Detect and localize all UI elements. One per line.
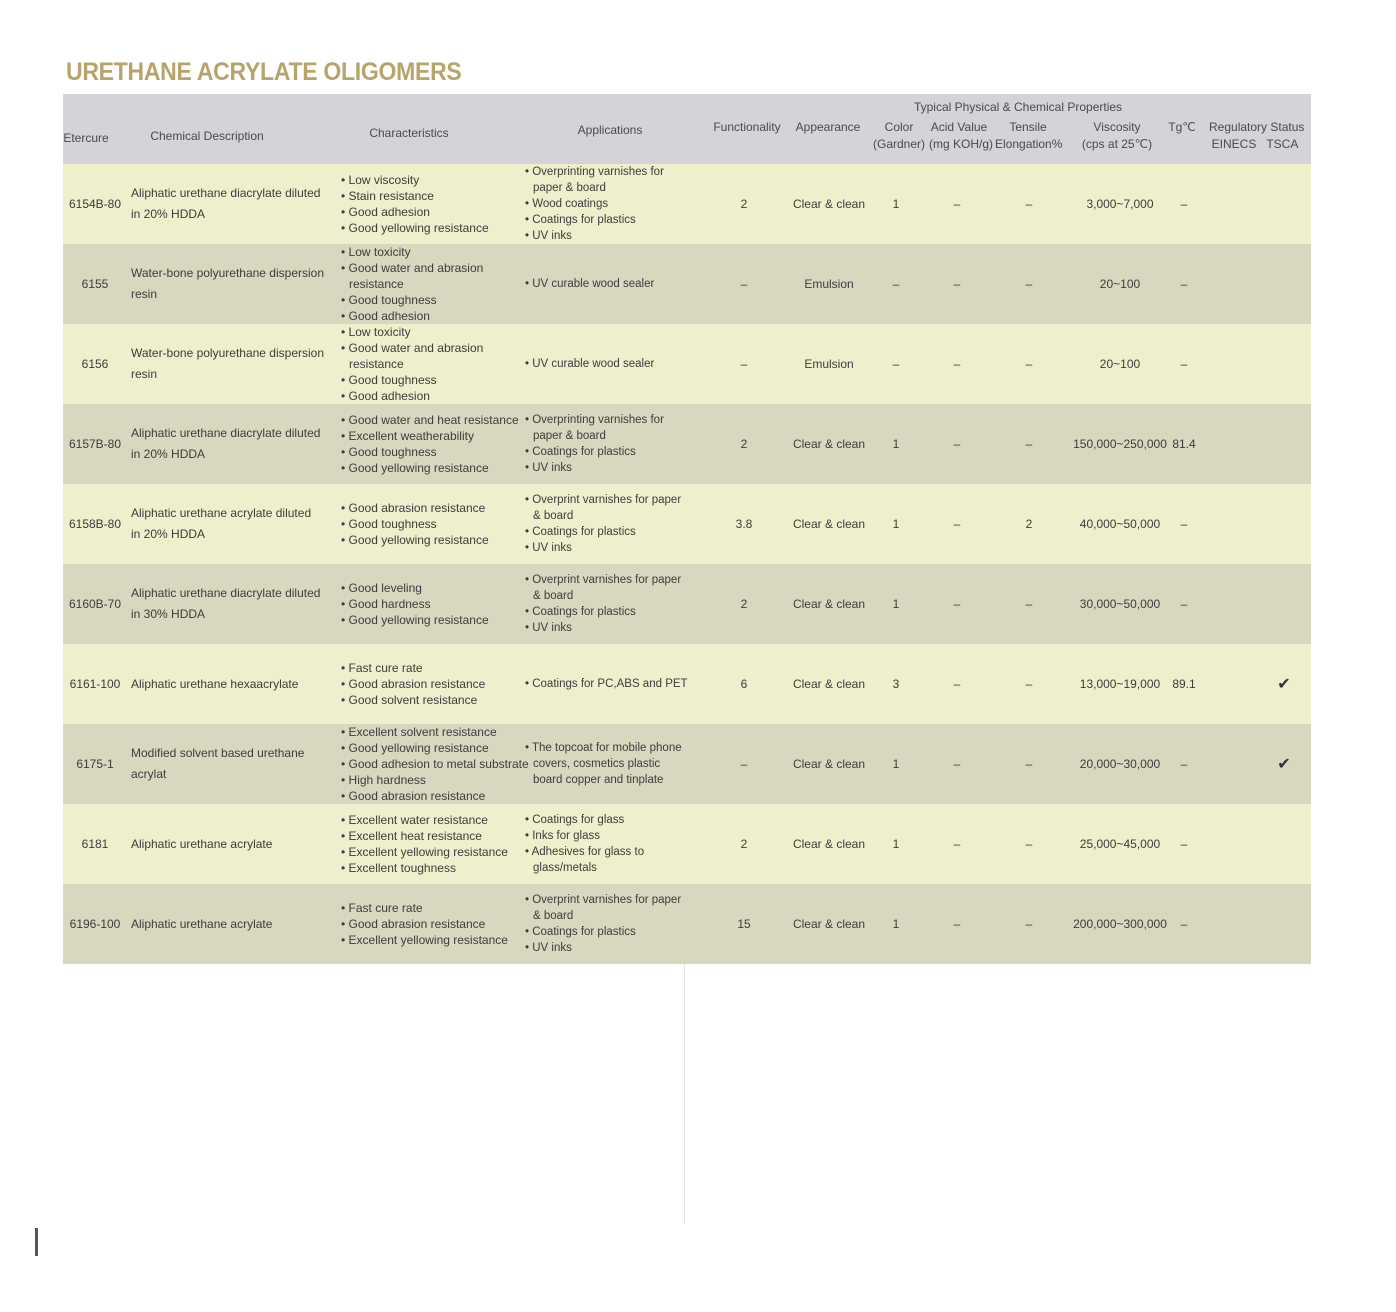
color-value: 1	[892, 597, 900, 611]
application-item: • Overprint varnishes for paper & board	[525, 892, 691, 924]
characteristic-item: • Excellent heat resistance	[341, 828, 508, 844]
product-code: 6154B-80	[68, 197, 122, 211]
tsca-check-icon	[1259, 484, 1309, 564]
characteristic-item: • Excellent yellowing resistance	[341, 932, 508, 948]
appearance-value: Clear & clean	[792, 837, 866, 851]
table-row	[63, 244, 1311, 324]
characteristic-item: • Good water and abrasion resistance	[341, 340, 529, 372]
tg-value: –	[1180, 517, 1188, 531]
product-code: 6175-1	[76, 757, 114, 771]
functionality-value: 6	[740, 677, 748, 691]
table-row	[63, 404, 1311, 484]
functionality-value: 2	[740, 837, 748, 851]
application-item: • Coatings for plastics	[525, 604, 691, 620]
acid-value: –	[953, 757, 961, 771]
functionality-value: 2	[740, 437, 748, 451]
description-line: Water-bone polyurethane dispersion resin	[131, 346, 325, 381]
tensile-value: –	[1025, 357, 1033, 371]
characteristic-item: • Fast cure rate	[341, 900, 508, 916]
einecs-status	[1213, 564, 1253, 644]
application-item: • Overprinting varnishes for paper & board	[525, 412, 691, 444]
einecs-status	[1213, 164, 1253, 244]
characteristics-list	[341, 324, 529, 404]
characteristic-item: • Low viscosity	[341, 172, 489, 188]
application-item: • UV inks	[525, 228, 691, 244]
functionality-value: 2	[740, 197, 748, 211]
characteristic-item: • Good adhesion to metal substrate	[341, 756, 529, 772]
description-line: Water-bone polyurethane dispersion resin	[131, 266, 325, 301]
chemical-description	[131, 884, 331, 964]
characteristics-list	[341, 244, 529, 324]
characteristics-list	[341, 164, 529, 244]
product-code: 6156	[81, 357, 109, 371]
application-item: • The topcoat for mobile phone covers, cosmetics plastic board copper and tinplate	[525, 740, 691, 788]
product-code: 6196-100	[69, 917, 121, 931]
table-body	[63, 164, 1311, 964]
chemical-description	[131, 484, 331, 564]
acid-value: –	[953, 677, 961, 691]
characteristic-item: • Good abrasion resistance	[341, 916, 508, 932]
characteristic-item: • Good hardness	[341, 596, 489, 612]
viscosity-value: 200,000~300,000	[1073, 917, 1167, 931]
characteristic-item: • Stain resistance	[341, 188, 489, 204]
chemical-description	[131, 724, 331, 804]
einecs-status	[1213, 484, 1253, 564]
characteristic-item: • Good adhesion	[341, 204, 489, 220]
table-row	[63, 884, 1311, 964]
applications-list	[525, 164, 691, 244]
product-code: 6161-100	[69, 677, 121, 691]
viscosity-value: 20~100	[1099, 357, 1141, 371]
header-tg: Tg℃	[1168, 120, 1196, 134]
application-item: • Coatings for plastics	[525, 524, 691, 540]
description-line: Aliphatic urethane diacrylate diluted	[131, 186, 321, 200]
tensile-value: –	[1025, 757, 1033, 771]
tsca-check-icon: ✔	[1277, 756, 1291, 773]
characteristic-item: • Excellent yellowing resistance	[341, 844, 508, 860]
viscosity-value: 150,000~250,000	[1073, 437, 1167, 451]
tensile-value: 2	[1025, 517, 1033, 531]
characteristic-item: • Low toxicity	[341, 324, 529, 340]
chemical-description	[131, 564, 331, 644]
applications-list	[525, 644, 691, 724]
header-chemical-description: Chemical Description	[150, 129, 264, 143]
table-row	[63, 724, 1311, 804]
tensile-value: –	[1025, 677, 1033, 691]
einecs-status	[1213, 244, 1253, 324]
characteristic-item: • Excellent water resistance	[341, 812, 508, 828]
application-item: • UV inks	[525, 460, 691, 476]
characteristic-item: • Good toughness	[341, 444, 519, 460]
tg-value: –	[1180, 917, 1188, 931]
characteristics-list	[341, 724, 529, 804]
viscosity-value: 40,000~50,000	[1079, 517, 1161, 531]
characteristics-list	[341, 404, 529, 484]
characteristic-item: • Low toxicity	[341, 244, 529, 260]
applications-list	[525, 724, 691, 804]
functionality-value: –	[740, 757, 748, 771]
tg-value: –	[1180, 277, 1188, 291]
header-characteristics: Characteristics	[369, 126, 449, 140]
product-table	[63, 94, 1311, 964]
header-appearance: Appearance	[795, 120, 861, 134]
characteristic-item: • Good abrasion resistance	[341, 788, 529, 804]
tensile-value: –	[1025, 197, 1033, 211]
tensile-value: –	[1025, 277, 1033, 291]
application-item: • Coatings for glass	[525, 812, 691, 828]
color-value: 1	[892, 757, 900, 771]
tsca-check-icon	[1259, 164, 1309, 244]
applications-list	[525, 484, 691, 564]
functionality-value: –	[740, 277, 748, 291]
application-item: • Coatings for PC,ABS and PET	[525, 676, 688, 692]
application-item: • Overprinting varnishes for paper & board	[525, 164, 691, 196]
header-viscosity: Viscosity (cps at 25℃)	[1081, 120, 1153, 151]
viscosity-value: 20~100	[1099, 277, 1141, 291]
chemical-description	[131, 644, 331, 724]
header-etercure: Etercure	[63, 131, 109, 145]
description-line: Aliphatic urethane diacrylate diluted	[131, 426, 321, 440]
description-line: in 20% HDDA	[131, 447, 206, 461]
application-item: • Coatings for plastics	[525, 444, 691, 460]
acid-value: –	[953, 517, 961, 531]
characteristics-list	[341, 564, 529, 644]
product-code: 6160B-70	[68, 597, 122, 611]
viscosity-value: 3,000~7,000	[1086, 197, 1154, 211]
page-title: URETHANE ACRYLATE OLIGOMERS	[66, 58, 462, 86]
application-item: • Adhesives for glass to glass/metals	[525, 844, 691, 876]
acid-value: –	[953, 277, 961, 291]
header-acid-value: Acid Value (mg KOH/g)	[929, 120, 994, 151]
appearance-value: Clear & clean	[792, 757, 866, 771]
tg-value: –	[1180, 597, 1188, 611]
viscosity-value: 20,000~30,000	[1079, 757, 1161, 771]
functionality-value: 15	[737, 917, 751, 931]
color-value: 3	[892, 677, 900, 691]
tsca-check-icon	[1259, 324, 1309, 404]
tg-value: 81.4	[1172, 437, 1196, 451]
description-line: Aliphatic urethane acrylate	[131, 916, 273, 931]
appearance-value: Emulsion	[804, 277, 854, 291]
description-line: Aliphatic urethane hexaacrylate	[131, 676, 299, 691]
color-value: 1	[892, 517, 900, 531]
application-item: • Overprint varnishes for paper & board	[525, 572, 691, 604]
product-code: 6158B-80	[68, 517, 122, 531]
characteristic-item: • High hardness	[341, 772, 529, 788]
application-item: • Coatings for plastics	[525, 924, 691, 940]
acid-value: –	[953, 197, 961, 211]
tg-value: –	[1180, 757, 1188, 771]
product-code: 6181	[81, 837, 109, 851]
description-line: in 20% HDDA	[131, 527, 206, 541]
color-value: 1	[892, 917, 900, 931]
description-line: in 20% HDDA	[131, 207, 206, 221]
applications-list	[525, 404, 691, 484]
characteristic-item: • Excellent weatherability	[341, 428, 519, 444]
application-item: • Overprint varnishes for paper & board	[525, 492, 691, 524]
application-item: • UV inks	[525, 620, 691, 636]
characteristic-item: • Good solvent resistance	[341, 692, 485, 708]
viscosity-value: 13,000~19,000	[1079, 677, 1161, 691]
chemical-description	[131, 244, 331, 324]
appearance-value: Clear & clean	[792, 197, 866, 211]
appearance-value: Clear & clean	[792, 597, 866, 611]
table-row	[63, 324, 1311, 404]
characteristic-item: • Good toughness	[341, 372, 529, 388]
characteristics-list	[341, 644, 529, 724]
table-row	[63, 164, 1311, 244]
einecs-status	[1213, 644, 1253, 724]
appearance-value: Clear & clean	[792, 517, 866, 531]
characteristic-item: • Good adhesion	[341, 388, 529, 404]
characteristic-item: • Good water and heat resistance	[341, 412, 519, 428]
tensile-value: –	[1025, 837, 1033, 851]
characteristic-item: • Fast cure rate	[341, 660, 485, 676]
characteristic-item: • Good abrasion resistance	[341, 676, 485, 692]
tsca-check-icon	[1259, 564, 1309, 644]
header-tensile: Tensile Elongation%	[995, 120, 1063, 151]
header-applications: Applications	[577, 123, 643, 137]
application-item: • UV curable wood sealer	[525, 276, 654, 292]
description-line: Modified solvent based urethane acrylat	[131, 746, 305, 781]
description-line: Aliphatic urethane acrylate diluted	[131, 506, 312, 520]
characteristic-item: • Good yellowing resistance	[341, 220, 489, 236]
acid-value: –	[953, 917, 961, 931]
table-row	[63, 564, 1311, 644]
characteristic-item: • Good toughness	[341, 516, 489, 532]
chemical-description	[131, 404, 331, 484]
characteristics-list	[341, 804, 529, 884]
characteristics-list	[341, 884, 529, 964]
color-value: –	[892, 357, 900, 371]
viscosity-value: 30,000~50,000	[1079, 597, 1161, 611]
table-header	[63, 94, 1311, 164]
description-line: Aliphatic urethane acrylate	[131, 836, 273, 851]
tsca-check-icon	[1259, 244, 1309, 324]
applications-list	[525, 884, 691, 964]
description-line: Aliphatic urethane diacrylate diluted	[131, 586, 321, 600]
application-item: • Coatings for plastics	[525, 212, 691, 228]
einecs-status	[1213, 324, 1253, 404]
tg-value: –	[1180, 197, 1188, 211]
application-item: • Inks for glass	[525, 828, 691, 844]
einecs-status	[1213, 804, 1253, 884]
tg-value: –	[1180, 837, 1188, 851]
tensile-value: –	[1025, 597, 1033, 611]
appearance-value: Clear & clean	[792, 437, 866, 451]
chemical-description	[131, 164, 331, 244]
characteristic-item: • Good water and abrasion resistance	[341, 260, 529, 292]
characteristic-item: • Good adhesion	[341, 308, 529, 324]
application-item: • UV curable wood sealer	[525, 356, 654, 372]
acid-value: –	[953, 357, 961, 371]
application-item: • UV inks	[525, 540, 691, 556]
chemical-description	[131, 324, 331, 404]
acid-value: –	[953, 837, 961, 851]
tsca-check-icon	[1259, 404, 1309, 484]
header-color: Color (Gardner)	[872, 120, 925, 151]
header-typical-properties: Typical Physical & Chemical Properties	[913, 100, 1123, 114]
application-item: • UV inks	[525, 940, 691, 956]
acid-value: –	[953, 437, 961, 451]
viscosity-value: 25,000~45,000	[1079, 837, 1161, 851]
table-row	[63, 484, 1311, 564]
characteristic-item: • Good abrasion resistance	[341, 500, 489, 516]
application-item: • Wood coatings	[525, 196, 691, 212]
characteristic-item: • Excellent toughness	[341, 860, 508, 876]
color-value: –	[892, 277, 900, 291]
tensile-value: –	[1025, 437, 1033, 451]
characteristics-list	[341, 484, 529, 564]
appearance-value: Clear & clean	[792, 677, 866, 691]
tg-value: 89.1	[1172, 677, 1196, 691]
product-code: 6157B-80	[68, 437, 122, 451]
characteristic-item: • Good yellowing resistance	[341, 532, 489, 548]
acid-value: –	[953, 597, 961, 611]
functionality-value: 2	[740, 597, 748, 611]
characteristic-item: • Good yellowing resistance	[341, 740, 529, 756]
appearance-value: Emulsion	[804, 357, 854, 371]
tsca-check-icon	[1259, 804, 1309, 884]
tensile-value: –	[1025, 917, 1033, 931]
header-regulatory-status: Regulatory Status EINECS TSCA	[1209, 120, 1305, 151]
table-row	[63, 644, 1311, 724]
applications-list	[525, 564, 691, 644]
color-value: 1	[892, 837, 900, 851]
characteristic-item: • Good yellowing resistance	[341, 612, 489, 628]
applications-list	[525, 244, 691, 324]
applications-list	[525, 324, 691, 404]
functionality-value: –	[740, 357, 748, 371]
einecs-status	[1213, 884, 1253, 964]
applications-list	[525, 804, 691, 884]
characteristic-item: • Good leveling	[341, 580, 489, 596]
characteristic-item: • Good toughness	[341, 292, 529, 308]
characteristic-item: • Excellent solvent resistance	[341, 724, 529, 740]
characteristic-item: • Good yellowing resistance	[341, 460, 519, 476]
functionality-value: 3.8	[735, 517, 753, 531]
color-value: 1	[892, 437, 900, 451]
table-row	[63, 804, 1311, 884]
einecs-status	[1213, 724, 1253, 804]
product-code: 6155	[81, 277, 109, 291]
description-line: in 30% HDDA	[131, 607, 206, 621]
color-value: 1	[892, 197, 900, 211]
header-functionality: Functionality	[713, 120, 781, 134]
scan-edge-mark	[35, 1228, 38, 1256]
appearance-value: Clear & clean	[792, 917, 866, 931]
tsca-check-icon: ✔	[1277, 676, 1291, 693]
einecs-status	[1213, 404, 1253, 484]
tg-value: –	[1180, 357, 1188, 371]
chemical-description	[131, 804, 331, 884]
tsca-check-icon	[1259, 884, 1309, 964]
